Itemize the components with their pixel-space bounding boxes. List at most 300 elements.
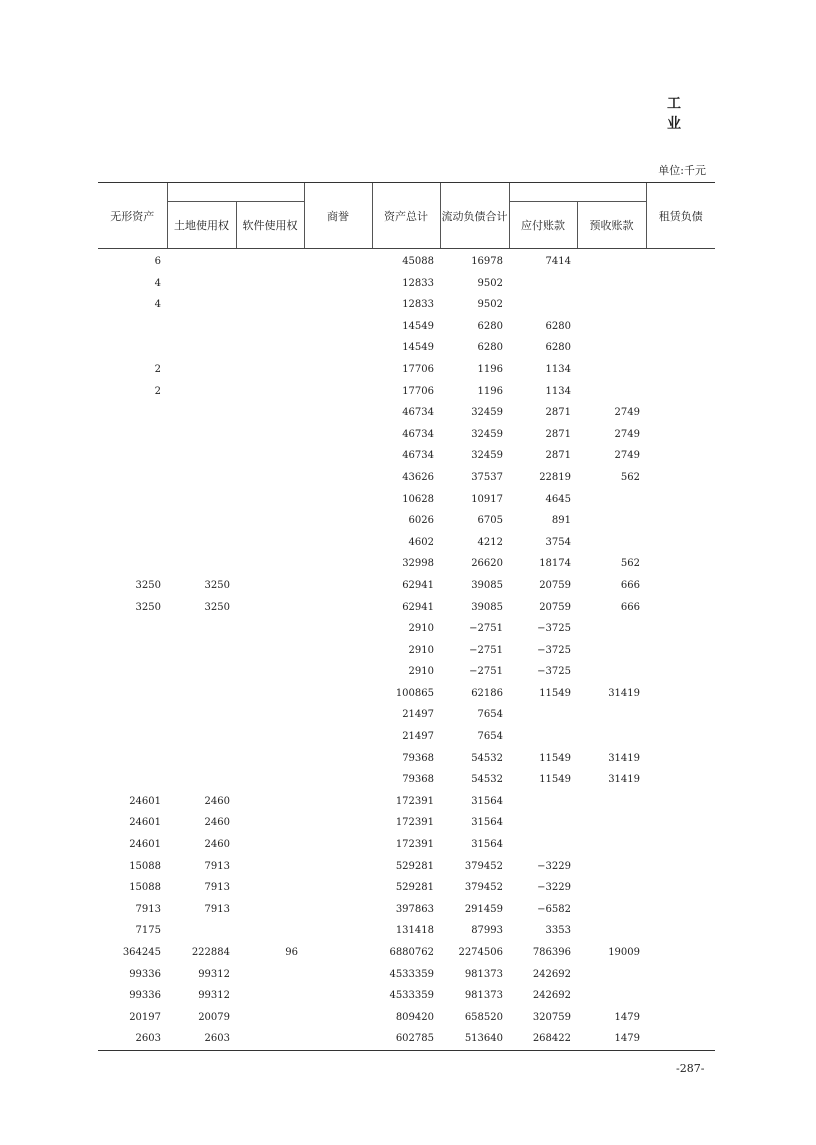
- table-cell: 99312: [198, 990, 230, 1002]
- table-cell: [577, 337, 646, 359]
- table-cell: 2603: [167, 1028, 236, 1050]
- table-cell: 7654: [477, 709, 503, 721]
- table-row: [98, 856, 715, 878]
- table-cell: [304, 381, 372, 403]
- table-cell: 21497: [402, 731, 434, 743]
- table-row: [98, 532, 715, 554]
- table-body: [98, 249, 715, 1051]
- table-cell: 1196: [477, 363, 503, 375]
- table-cell: −3229: [537, 860, 571, 872]
- table-cell: [167, 424, 236, 446]
- table-cell: [98, 467, 167, 489]
- table-cell: 31419: [608, 774, 640, 786]
- table-cell: 2910: [408, 623, 434, 635]
- table-cell: [646, 834, 715, 856]
- table-cell: 15088: [129, 860, 161, 872]
- table-cell: [236, 381, 304, 403]
- table-cell: 9502: [477, 277, 503, 289]
- table-cell: 11549: [539, 752, 571, 764]
- table-cell: [509, 273, 577, 295]
- table-cell: [509, 294, 577, 316]
- table-cell: 6026: [408, 515, 434, 527]
- table-cell: 99312: [198, 968, 230, 980]
- table-cell: 11549: [539, 687, 571, 699]
- col-header-goodwill: 商誉: [304, 183, 372, 249]
- table-cell: [167, 467, 236, 489]
- table-cell: [646, 316, 715, 338]
- table-cell: 4602: [408, 536, 434, 548]
- table-cell: [98, 445, 167, 467]
- col-header-accounts-payable: 应付账款: [509, 202, 577, 249]
- table-cell: 31564: [471, 795, 503, 807]
- table-cell: 2749: [614, 407, 640, 419]
- table-cell: [304, 249, 372, 273]
- table-cell: 7414: [545, 256, 571, 267]
- table-cell: [167, 553, 236, 575]
- col-header-land-use-rights: 土地使用权: [167, 202, 236, 249]
- table-cell: 6280: [477, 342, 503, 354]
- table-cell: [304, 899, 372, 921]
- table-cell: [98, 337, 167, 359]
- table-cell: [646, 294, 715, 316]
- table-cell: [167, 726, 236, 748]
- table-cell: [304, 1007, 372, 1029]
- table-cell: [646, 942, 715, 964]
- table-cell: 17706: [402, 385, 434, 397]
- table-cell: 14549: [402, 342, 434, 354]
- table-cell: 172391: [395, 839, 434, 851]
- table-cell: 4533359: [389, 990, 434, 1002]
- table-cell: 62186: [471, 687, 503, 699]
- table-cell: 12833: [402, 299, 434, 311]
- table-cell: [304, 273, 372, 295]
- col-header-lease-liabilities: 租赁负债: [646, 183, 715, 249]
- table-cell: 12833: [402, 277, 434, 289]
- table-cell: [577, 834, 646, 856]
- table-cell: [236, 337, 304, 359]
- table-cell: [577, 704, 646, 726]
- table-cell: [98, 553, 167, 575]
- table-cell: 99336: [129, 968, 161, 980]
- table-cell: [304, 834, 372, 856]
- table-cell: −3725: [537, 666, 571, 678]
- table-cell: −2751: [469, 644, 503, 656]
- table-cell: [646, 597, 715, 619]
- table-cell: 242692: [532, 990, 571, 1002]
- table-cell: 6880762: [389, 947, 434, 958]
- table-row: [98, 316, 715, 338]
- table-row: [98, 920, 715, 942]
- table-cell: [98, 661, 167, 683]
- table-cell: [236, 748, 304, 770]
- table-cell: 32459: [471, 450, 503, 462]
- table-row: [98, 748, 715, 770]
- table-cell: 54532: [471, 752, 503, 764]
- table-cell: 397863: [395, 903, 434, 915]
- table-row: [98, 1028, 715, 1050]
- table-row: [98, 683, 715, 705]
- table-cell: 87993: [471, 925, 503, 937]
- table-cell: 809420: [395, 1011, 434, 1023]
- table-cell: [98, 683, 167, 705]
- table-row: [98, 1007, 715, 1029]
- table-cell: −3229: [537, 882, 571, 894]
- table-cell: [236, 726, 304, 748]
- table-cell: [167, 661, 236, 683]
- table-cell: 320759: [532, 1011, 571, 1023]
- table-cell: [236, 532, 304, 554]
- table-cell: [577, 618, 646, 640]
- table-cell: [646, 704, 715, 726]
- table-row: [98, 618, 715, 640]
- table-row: [98, 942, 715, 964]
- table-cell: [236, 445, 304, 467]
- table-row: [98, 769, 715, 791]
- table-cell: 2749: [614, 428, 640, 440]
- table-cell: 6: [154, 256, 161, 267]
- table-cell: [646, 899, 715, 921]
- table-cell: [646, 467, 715, 489]
- table-cell: 2871: [545, 450, 571, 462]
- table-cell: 7913: [204, 860, 230, 872]
- table-cell: [646, 877, 715, 899]
- table-cell: 99336: [129, 990, 161, 1002]
- table-cell: 20079: [198, 1011, 230, 1023]
- table-cell: 31564: [471, 839, 503, 851]
- col-header-group-spacer: [167, 183, 304, 202]
- table-cell: [236, 964, 304, 986]
- section-title-char-2: 业: [667, 116, 681, 132]
- table-cell: [304, 683, 372, 705]
- table-cell: [236, 985, 304, 1007]
- table-cell: −3725: [537, 644, 571, 656]
- table-cell: 562: [620, 471, 640, 483]
- table-cell: [167, 510, 236, 532]
- table-cell: 17706: [402, 363, 434, 375]
- table-cell: 981373: [464, 990, 503, 1002]
- table-cell: 513640: [440, 1028, 509, 1050]
- table-cell: [236, 1007, 304, 1029]
- table-cell: 31419: [608, 687, 640, 699]
- table-cell: [167, 704, 236, 726]
- table-cell: 31564: [471, 817, 503, 829]
- table-row: [98, 791, 715, 813]
- table-row: [98, 985, 715, 1007]
- table-cell: [646, 726, 715, 748]
- col-header-group-spacer-2: [509, 183, 646, 202]
- table-cell: 37537: [471, 471, 503, 483]
- table-cell: [236, 899, 304, 921]
- table-cell: 1134: [545, 363, 571, 375]
- table-row: [98, 510, 715, 532]
- table-cell: 14549: [402, 320, 434, 332]
- table-cell: [304, 726, 372, 748]
- table-cell: [577, 489, 646, 511]
- table-cell: [304, 791, 372, 813]
- table-row: [98, 489, 715, 511]
- table-cell: [509, 791, 577, 813]
- table-cell: [304, 445, 372, 467]
- table-cell: −6582: [537, 903, 571, 915]
- table-cell: [577, 640, 646, 662]
- col-header-current-liabilities: 流动负债合计: [440, 183, 509, 249]
- table-cell: [509, 812, 577, 834]
- table-cell: [577, 249, 646, 273]
- table-cell: [304, 467, 372, 489]
- table-cell: [646, 575, 715, 597]
- table-cell: [167, 618, 236, 640]
- table-row: [98, 726, 715, 748]
- table-cell: 268422: [509, 1028, 577, 1050]
- table-cell: [304, 597, 372, 619]
- table-cell: 79368: [402, 752, 434, 764]
- table-cell: [646, 402, 715, 424]
- table-cell: [167, 748, 236, 770]
- table-cell: [236, 294, 304, 316]
- table-cell: [98, 618, 167, 640]
- table-cell: 39085: [471, 579, 503, 591]
- table-cell: 7913: [135, 903, 161, 915]
- table-row: [98, 704, 715, 726]
- col-header-software-rights: 软件使用权: [236, 202, 304, 249]
- table-cell: [577, 877, 646, 899]
- table-cell: 4533359: [389, 968, 434, 980]
- table-cell: [304, 964, 372, 986]
- table-cell: [646, 791, 715, 813]
- table-cell: 2749: [614, 450, 640, 462]
- table-row: [98, 834, 715, 856]
- table-cell: 24601: [129, 817, 161, 829]
- table-cell: [577, 661, 646, 683]
- table-cell: [236, 856, 304, 878]
- table-cell: 529281: [395, 882, 434, 894]
- table-cell: [236, 877, 304, 899]
- table-cell: 131418: [395, 925, 434, 937]
- table-cell: [236, 834, 304, 856]
- table-row: [98, 661, 715, 683]
- table-cell: [304, 985, 372, 1007]
- table-cell: [646, 489, 715, 511]
- table-cell: 54532: [471, 774, 503, 786]
- table-cell: [98, 748, 167, 770]
- table-cell: −3725: [537, 623, 571, 635]
- table-cell: 4212: [477, 536, 503, 548]
- unit-label: 单位:千元: [658, 164, 706, 177]
- table-row: [98, 359, 715, 381]
- table-cell: [98, 769, 167, 791]
- table-cell: 46734: [402, 450, 434, 462]
- table-cell: 32459: [471, 428, 503, 440]
- table-cell: 20197: [129, 1011, 161, 1023]
- table-cell: [577, 359, 646, 381]
- table-cell: 39085: [471, 601, 503, 613]
- table-cell: [167, 920, 236, 942]
- table-cell: [577, 381, 646, 403]
- table-cell: [167, 381, 236, 403]
- table-cell: [167, 402, 236, 424]
- table-cell: [646, 273, 715, 295]
- col-header-total-assets: 资产总计: [372, 183, 440, 249]
- table-cell: [236, 683, 304, 705]
- table-row: [98, 294, 715, 316]
- table-cell: 242692: [532, 968, 571, 980]
- table-cell: [646, 812, 715, 834]
- table-cell: 45088: [402, 256, 434, 267]
- table-cell: 96: [285, 947, 298, 958]
- table-cell: [304, 640, 372, 662]
- table-cell: [577, 273, 646, 295]
- table-cell: [577, 532, 646, 554]
- table-cell: [646, 532, 715, 554]
- table-cell: 20759: [539, 579, 571, 591]
- table-cell: 22819: [539, 471, 571, 483]
- table-cell: [646, 769, 715, 791]
- table-cell: [646, 553, 715, 575]
- table-cell: [577, 964, 646, 986]
- table-cell: [646, 424, 715, 446]
- table-cell: 6280: [545, 342, 571, 354]
- table-cell: 291459: [464, 903, 503, 915]
- table-cell: [167, 249, 236, 273]
- table-cell: 20759: [539, 601, 571, 613]
- table-cell: [236, 769, 304, 791]
- section-title-char-1: 工: [667, 96, 681, 112]
- table-cell: 2910: [408, 666, 434, 678]
- table-cell: [646, 1007, 715, 1029]
- table-cell: [236, 1028, 304, 1050]
- table-cell: 3250: [135, 579, 161, 591]
- table-cell: 2460: [204, 795, 230, 807]
- table-cell: [577, 510, 646, 532]
- table-cell: [98, 704, 167, 726]
- table-cell: 2871: [545, 407, 571, 419]
- table-cell: [304, 532, 372, 554]
- table-cell: [646, 661, 715, 683]
- table-cell: 43626: [402, 471, 434, 483]
- col-header-intangible-assets: 无形资产: [98, 183, 167, 249]
- table-cell: [167, 445, 236, 467]
- table-cell: [646, 618, 715, 640]
- table-row: [98, 249, 715, 273]
- table-cell: [304, 489, 372, 511]
- table-cell: [236, 510, 304, 532]
- table-cell: 3250: [204, 579, 230, 591]
- table-cell: [98, 402, 167, 424]
- table-cell: 7913: [204, 882, 230, 894]
- table-cell: [236, 553, 304, 575]
- table-cell: 222884: [191, 947, 230, 958]
- table-cell: [236, 812, 304, 834]
- table-cell: [304, 661, 372, 683]
- table-cell: [646, 337, 715, 359]
- table-cell: −2751: [469, 623, 503, 635]
- table-row: [98, 467, 715, 489]
- table-cell: [304, 402, 372, 424]
- table-row: [98, 575, 715, 597]
- table-row: [98, 402, 715, 424]
- table-cell: [646, 748, 715, 770]
- table-cell: 891: [551, 515, 571, 527]
- table-cell: 3250: [135, 601, 161, 613]
- table-cell: 7175: [135, 925, 161, 937]
- table-cell: [167, 532, 236, 554]
- table-cell: [304, 618, 372, 640]
- table-cell: 62941: [402, 601, 434, 613]
- table-cell: 529281: [395, 860, 434, 872]
- table-cell: 62941: [402, 579, 434, 591]
- table-cell: [304, 575, 372, 597]
- table-row: [98, 337, 715, 359]
- table-cell: 16978: [471, 256, 503, 267]
- table-cell: [304, 769, 372, 791]
- table-cell: 2: [154, 363, 161, 375]
- table-cell: [167, 316, 236, 338]
- table-cell: [646, 359, 715, 381]
- table-cell: 2460: [204, 817, 230, 829]
- table-cell: [236, 249, 304, 273]
- table-cell: 100865: [395, 687, 434, 699]
- table-cell: [304, 553, 372, 575]
- table-cell: [98, 316, 167, 338]
- table-cell: 46734: [402, 428, 434, 440]
- table-cell: [236, 359, 304, 381]
- table-cell: −2751: [469, 666, 503, 678]
- table-cell: [236, 597, 304, 619]
- table-cell: [304, 920, 372, 942]
- table-cell: [167, 359, 236, 381]
- table-cell: [304, 294, 372, 316]
- table-cell: 2603: [98, 1028, 167, 1050]
- table-cell: 10628: [402, 493, 434, 505]
- table-cell: 32998: [402, 558, 434, 570]
- table-cell: 2460: [204, 839, 230, 851]
- table-cell: [304, 424, 372, 446]
- table-cell: 666: [620, 601, 640, 613]
- table-cell: 2274506: [458, 947, 503, 958]
- table-cell: 7654: [477, 731, 503, 743]
- table-cell: 1479: [614, 1011, 640, 1023]
- table-cell: [577, 726, 646, 748]
- table-cell: [304, 748, 372, 770]
- table-cell: [646, 683, 715, 705]
- table-cell: [98, 726, 167, 748]
- table-cell: 11549: [539, 774, 571, 786]
- table-cell: 79368: [402, 774, 434, 786]
- table-cell: 1479: [577, 1028, 646, 1050]
- table-cell: [304, 877, 372, 899]
- table-cell: [577, 920, 646, 942]
- table-cell: [98, 489, 167, 511]
- section-title: [667, 93, 727, 133]
- table-cell: [167, 640, 236, 662]
- table-cell: 24601: [129, 839, 161, 851]
- table-cell: [236, 467, 304, 489]
- table-cell: [236, 424, 304, 446]
- table-cell: 172391: [395, 795, 434, 807]
- table-cell: 1134: [545, 385, 571, 397]
- table-cell: 379452: [464, 882, 503, 894]
- table-cell: [167, 273, 236, 295]
- table-cell: [236, 704, 304, 726]
- table-row: [98, 597, 715, 619]
- table-cell: [98, 640, 167, 662]
- table-cell: 19009: [608, 947, 640, 958]
- table-cell: 172391: [395, 817, 434, 829]
- table-cell: [167, 683, 236, 705]
- table-cell: 2: [154, 385, 161, 397]
- table-cell: [646, 856, 715, 878]
- table-cell: [577, 856, 646, 878]
